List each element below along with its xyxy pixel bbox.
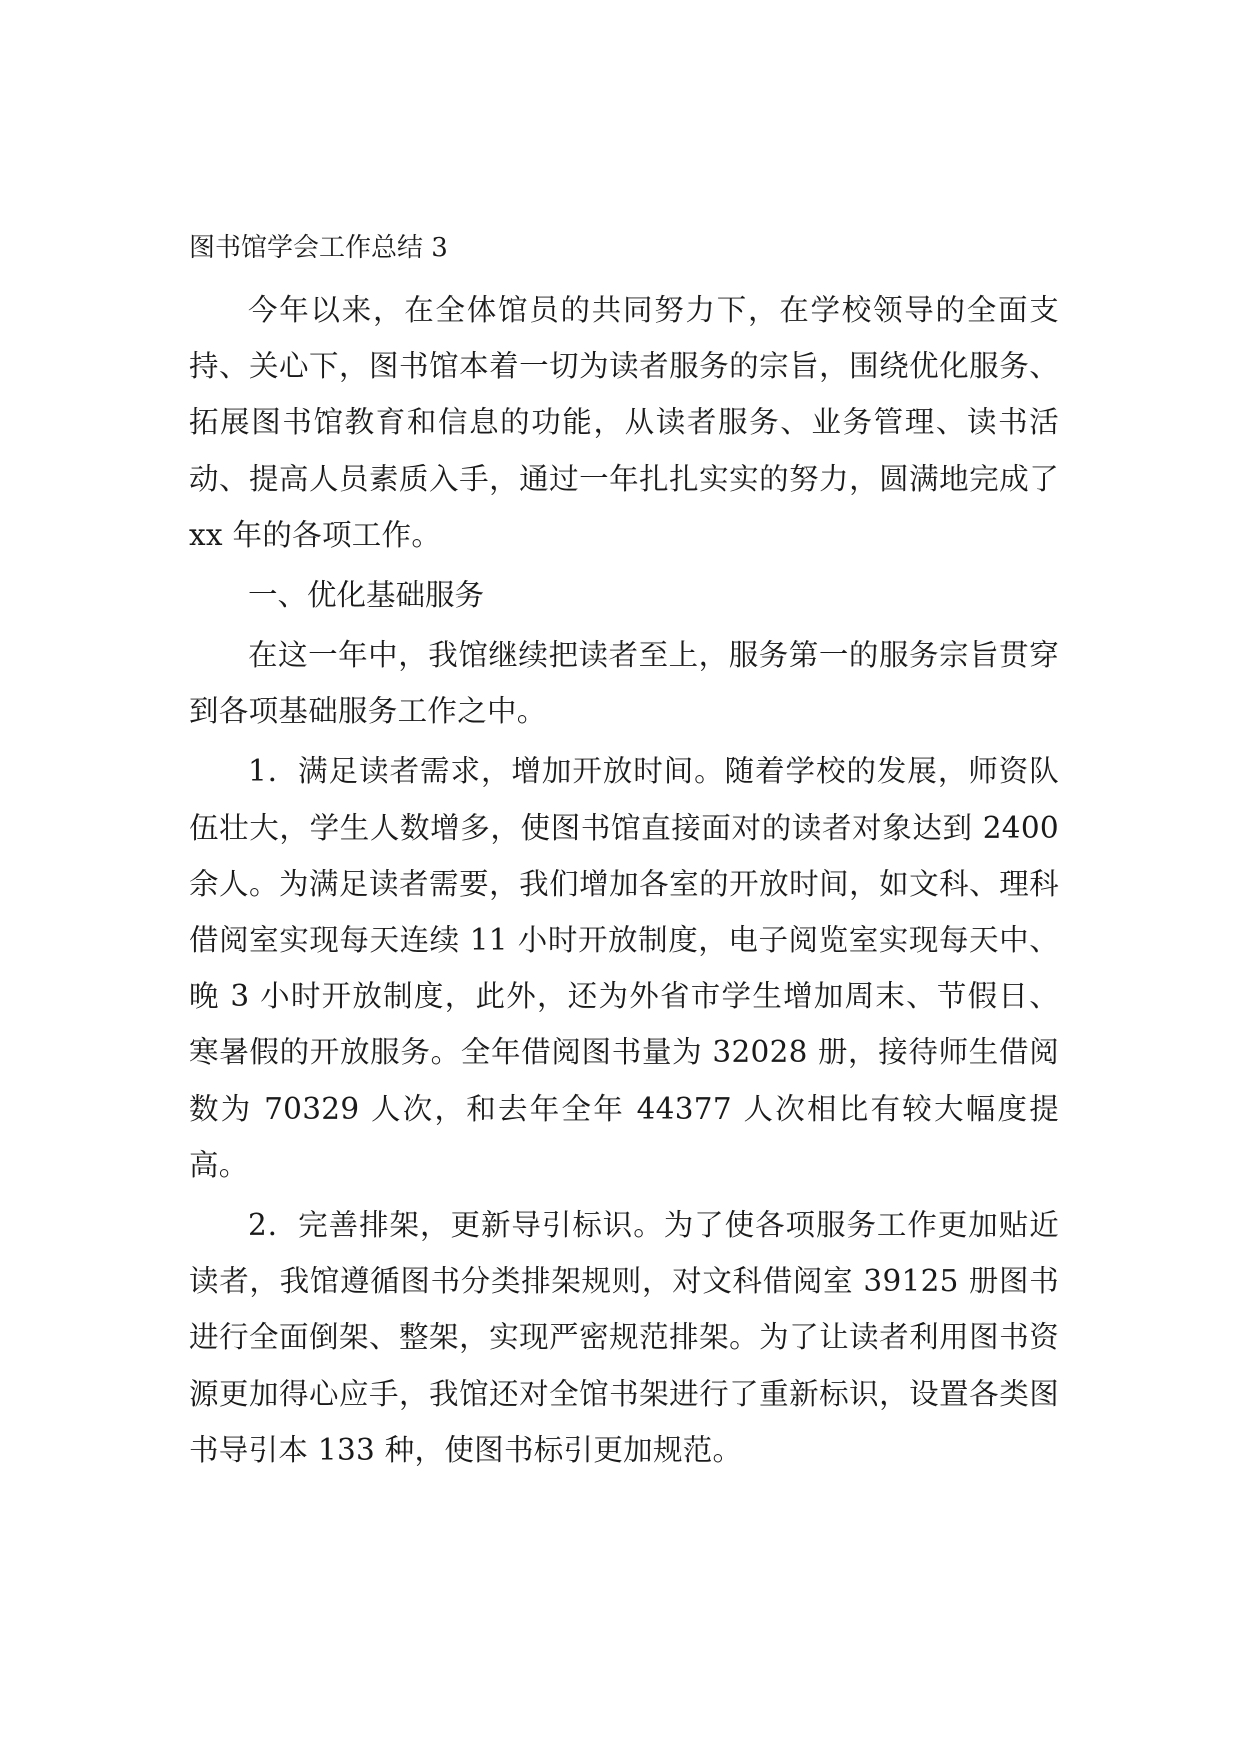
- document-body: [189, 222, 1059, 1482]
- document-title: 图书馆学会工作总结 3: [189, 233, 448, 263]
- item-2-paragraph: 2．完善排架，更新导引标识。为了使各项服务工作更加贴近读者，我馆遵循图书分类排架规则，对文科借阅室 39125 册图书进行全面倒架、整架，实现严密规范排架。为了让读者利用图书资源更加得心应手，我馆还对全馆书架进行了重新标识，设置各类图书导引本 133 种，使图书标引更加规范。: [189, 1208, 1059, 1467]
- item-1-paragraph: 1．满足读者需求，增加开放时间。随着学校的发展，师资队伍壮大，学生人数增多，使图书馆直接面对的读者对象达到 2400 余人。为满足读者需要，我们增加各室的开放时间，如文科、理科借阅室实现每天连续 11 小时开放制度，电子阅览室实现每天中、晚 3 小时开放制度，此外，还为外省市学生增加周末、节假日、寒暑假的开放服务。全年借阅图书量为 32028 册，接待师生借阅数为 70329 人次，和去年全年 44377 人次相比有较大幅度提高。: [189, 754, 1059, 1182]
- section-intro-paragraph: 在这一年中，我馆继续把读者至上，服务第一的服务宗旨贯穿到各项基础服务工作之中。: [189, 638, 1059, 729]
- section-heading: 一、优化基础服务: [248, 578, 485, 613]
- intro-paragraph: 今年以来，在全体馆员的共同努力下，在学校领导的全面支持、关心下，图书馆本着一切为读者服务的宗旨，围绕优化服务、拓展图书馆教育和信息的功能，从读者服务、业务管理、读书活动、提高人员素质入手，通过一年扎扎实实的努力，圆满地完成了 xx 年的各项工作。: [189, 293, 1059, 552]
